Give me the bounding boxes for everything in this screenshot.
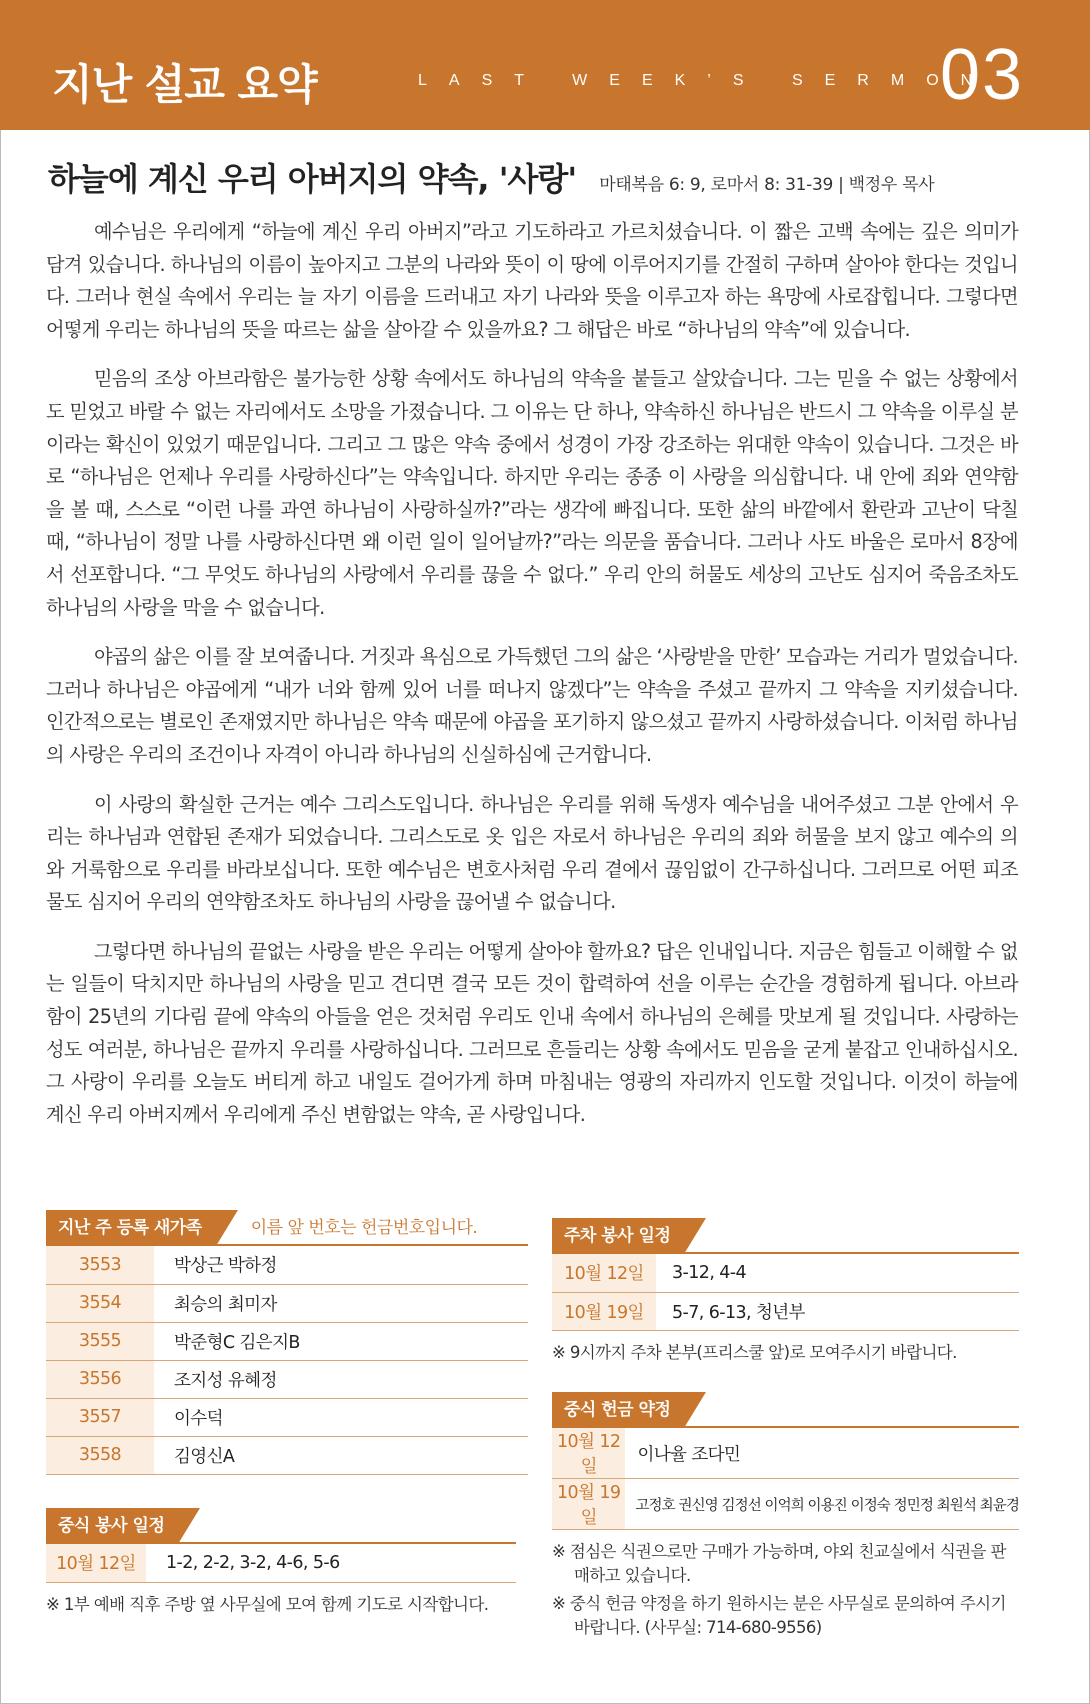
lunch-service-note: ※ 1부 예배 직후 주방 옆 사무실에 모여 함께 기도로 시작합니다. (46, 1594, 489, 1614)
table-row (46, 1246, 528, 1284)
table-row (46, 1544, 516, 1582)
parking-service-section (552, 1218, 1019, 1365)
family-names: 최승의 최미자 (154, 1284, 528, 1322)
family-names: 김영신A (154, 1436, 528, 1474)
table-row (552, 1254, 1019, 1292)
service-groups: 3-12, 4-4 (656, 1254, 1019, 1292)
table-row (46, 1360, 528, 1398)
family-names: 박상근 박하정 (154, 1246, 528, 1284)
table-row (46, 1284, 528, 1322)
offering-names: 이나율 조다민 (625, 1428, 1019, 1479)
lunch-offering-header (552, 1392, 1019, 1428)
parking-service-note: ※ 9시까지 주차 본부(프리스쿨 앞)로 모여주시기 바랍니다. (552, 1342, 957, 1362)
lunch-service-label: 중식 봉사 일정 (46, 1508, 178, 1544)
offering-number: 3557 (46, 1398, 154, 1436)
parking-service-table (552, 1254, 1019, 1331)
lunch-offering-table (552, 1428, 1019, 1530)
offering-date: 10월 19일 (552, 1479, 625, 1530)
offering-number: 3555 (46, 1322, 154, 1360)
header-title: 지난 설교 요약 (52, 60, 317, 109)
family-names: 조지성 유혜정 (154, 1360, 528, 1398)
page-header (0, 0, 1090, 130)
page-number: 03 (940, 35, 1025, 115)
lunch-service-table (46, 1544, 516, 1583)
table-row (46, 1322, 528, 1360)
lunch-service-header (46, 1508, 516, 1544)
table-row (46, 1436, 528, 1474)
service-date: 10월 19일 (552, 1292, 656, 1330)
offering-date: 10월 12일 (552, 1428, 625, 1479)
sermon-title-row (48, 154, 1048, 202)
sermon-reference: 마태복음 6: 9, 로마서 8: 31-39 | 백정우 목사 (599, 175, 935, 195)
lunch-offering-note: ※ 점심은 식권으로만 구매가 가능하며, 야외 친교실에서 식권을 판매하고 있습니다. (552, 1542, 1006, 1585)
new-family-table (46, 1246, 528, 1475)
sermon-body (46, 216, 1018, 1148)
sermon-paragraph: 이 사랑의 확실한 근거는 예수 그리스도입니다. 하나님은 우리를 위해 독생자 예수님을 내어주셨고 그분 안에서 우리는 하나님과 연합된 존재가 되었습니다. 그리스도로 옷 입은 자로서 하나님은 우리의 죄와 허물을 보지 않고 예수의 의와 거룩함으로 우리를 바라보십니다. 또한 예수님은 변호사처럼 우리 곁에서 끊임없이 간구하십니다. 그러므로 어떤 피조물도 심지어 우리의 연약함조차도 하나님의 사랑을 끊어낼 수 없습니다. (46, 792, 1018, 914)
lunch-offering-section (552, 1392, 1019, 1640)
offering-number: 3558 (46, 1436, 154, 1474)
sermon-paragraph: 예수님은 우리에게 “하늘에 계신 우리 아버지”라고 기도하라고 가르치셨습니다. 이 짧은 고백 속에는 깊은 의미가 담겨 있습니다. 하나님의 이름이 높아지고 그분의 나라와 뜻이 이 땅에 이루어지기를 간절히 구하며 살아야 한다는 것입니다. 그러나 현실 속에서 우리는 늘 자기 이름을 드러내고 자기 나라와 뜻을 이루고자 하는 욕망에 사로잡힙니다. 그렇다면 어떻게 우리는 하나님의 뜻을 따르는 삶을 살아갈 수 있을까요? 그 해답은 바로 “하나님의 약속”에 있습니다. (46, 220, 1018, 341)
new-family-label: 지난 주 등록 새가족 (46, 1210, 216, 1246)
table-row (552, 1479, 1019, 1530)
offering-number: 3556 (46, 1360, 154, 1398)
new-family-section (46, 1210, 528, 1475)
offering-number: 3553 (46, 1246, 154, 1284)
header-subtitle: LAST WEEK’S SERMON (418, 72, 995, 89)
offering-names: 고정호 권신영 김정선 이억희 이용진 이정숙 정민정 최원석 최윤경 (625, 1479, 1019, 1530)
family-names: 이수덕 (154, 1398, 528, 1436)
parking-service-label: 주차 봉사 일정 (552, 1218, 684, 1254)
new-family-note: 이름 앞 번호는 헌금번호입니다. (250, 1218, 478, 1238)
offering-number: 3554 (46, 1284, 154, 1322)
service-groups: 1-2, 2-2, 3-2, 4-6, 5-6 (146, 1544, 516, 1582)
service-date: 10월 12일 (552, 1254, 656, 1292)
service-groups: 5-7, 6-13, 청년부 (656, 1292, 1019, 1330)
table-row (552, 1428, 1019, 1479)
lunch-service-section (46, 1508, 516, 1617)
table-row (552, 1292, 1019, 1330)
sermon-paragraph: 그렇다면 하나님의 끝없는 사랑을 받은 우리는 어떻게 살아야 할까요? 답은 인내입니다. 지금은 힘들고 이해할 수 없는 일들이 닥치지만 하나님의 사랑을 믿고 견디면 결국 모든 것이 합력하여 선을 이루는 순간을 경험하게 됩니다. 아브라함이 25년의 기다림 끝에 약속의 아들을 얻은 것처럼 우리도 인내 속에서 하나님의 은혜를 맛보게 될 것입니다. 사랑하는 성도 여러분, 하나님은 끝까지 우리를 사랑하십니다. 그러므로 흔들리는 상황 속에서도 믿음을 굳게 붙잡고 인내하십시오. 그 사랑이 우리를 오늘도 버티게 하고 내일도 걸어가게 하며 마침내는 영광의 자리까지 인도할 것입니다. 이것이 하늘에 계신 우리 아버지께서 우리에게 주신 변함없는 약속, 곧 사랑입니다. (46, 939, 1018, 1126)
service-date: 10월 12일 (46, 1544, 146, 1582)
sermon-paragraph: 믿음의 조상 아브라함은 불가능한 상황 속에서도 하나님의 약속을 붙들고 살았습니다. 그는 믿을 수 없는 상황에서도 믿었고 바랄 수 없는 자리에서도 소망을 가졌습니다. 그 이유는 단 하나, 약속하신 하나님은 반드시 그 약속을 이루실 분이라는 확신이 있었기 때문입니다. 그리고 그 많은 약속 중에서 성경이 가장 강조하는 위대한 약속이 있습니다. 그것은 바로 “하나님은 언제나 우리를 사랑하신다”는 약속입니다. 하지만 우리는 종종 이 사랑을 의심합니다. 내 안에 죄와 연약함을 볼 때, 스스로 “이런 나를 과연 하나님이 사랑하실까?”라는 생각에 빠집니다. 또한 삶의 바깥에서 환란과 고난이 닥칠 때, “하나님이 정말 나를 사랑하신다면 왜 이런 일이 일어날까?”라는 의문을 품습니다. 그러나 사도 바울은 로마서 8장에서 선포합니다. “그 무엇도 하나님의 사랑에서 우리를 끊을 수 없다.” 우리 안의 허물도 세상의 고난도 심지어 죽음조차도 하나님의 사랑을 막을 수 없습니다. (46, 367, 1018, 619)
lunch-offering-label: 중식 헌금 약정 (552, 1392, 684, 1428)
new-family-header (46, 1210, 528, 1246)
parking-service-header (552, 1218, 1019, 1254)
family-names: 박준형C 김은지B (154, 1322, 528, 1360)
table-row (46, 1398, 528, 1436)
sermon-title: 하늘에 계신 우리 아버지의 약속, '사랑' (48, 160, 577, 198)
sermon-paragraph: 야곱의 삶은 이를 잘 보여줍니다. 거짓과 욕심으로 가득했던 그의 삶은 ‘사랑받을 만한’ 모습과는 거리가 멀었습니다. 그러나 하나님은 야곱에게 “내가 너와 함께 있어 너를 떠나지 않겠다”는 약속을 주셨고 끝까지 그 약속을 지키셨습니다. 인간적으로는 별로인 존재였지만 하나님은 약속 때문에 야곱을 포기하지 않으셨고 끝까지 사랑하셨습니다. 이처럼 하나님의 사랑은 우리의 조건이나 자격이 아니라 하나님의 신실하심에 근거합니다. (46, 645, 1018, 766)
lunch-offering-contact-note: ※ 중식 헌금 약정을 하기 원하시는 분은 사무실로 문의하여 주시기 바랍니다. (사무실: 714-680-9556) (552, 1594, 1006, 1637)
